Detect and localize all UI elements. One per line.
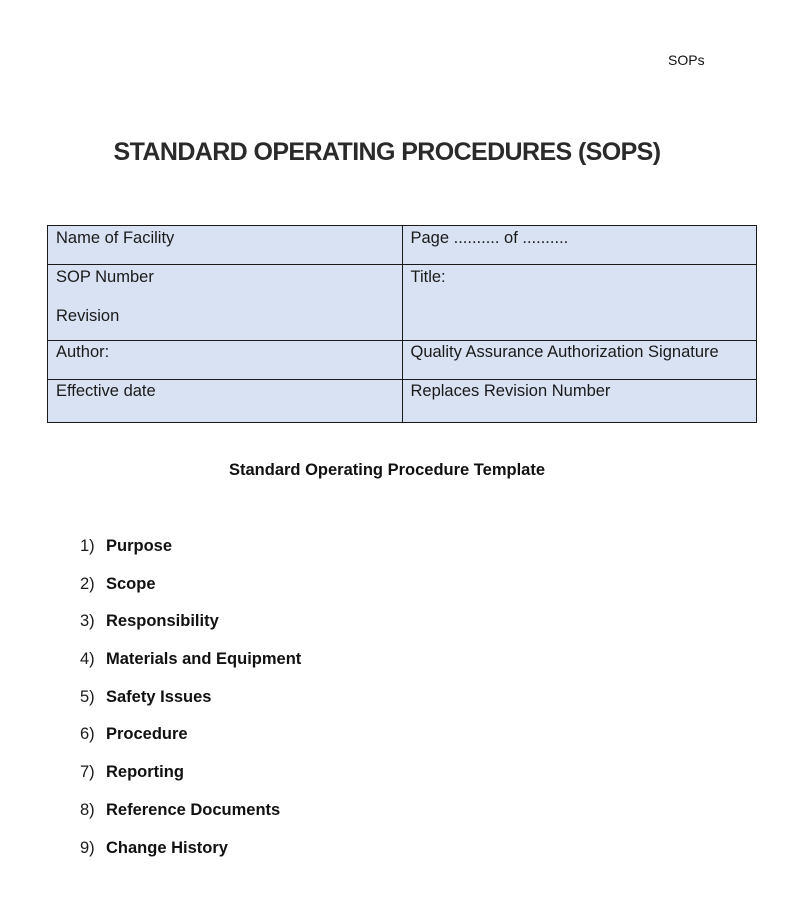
list-number: 8) bbox=[80, 800, 95, 819]
list-number: 4) bbox=[80, 650, 95, 669]
section-heading: Purpose bbox=[106, 537, 173, 555]
list-item bbox=[80, 686, 301, 724]
section-heading: Procedure bbox=[106, 725, 188, 744]
section-heading: Materials and Equipment bbox=[106, 650, 302, 669]
page-title: STANDARD OPERATING PROCEDURES (SOPS) bbox=[113, 138, 661, 166]
author-cell[interactable] bbox=[48, 341, 403, 380]
list-number: 6) bbox=[80, 725, 95, 744]
list-item bbox=[80, 610, 301, 648]
cell-label: Page .......... of .......... bbox=[410, 229, 569, 247]
section-heading: Reporting bbox=[106, 763, 184, 782]
list-item bbox=[80, 761, 301, 799]
list-item bbox=[80, 837, 301, 875]
sop-number-revision-cell[interactable] bbox=[48, 265, 403, 341]
list-number: 2) bbox=[80, 574, 95, 593]
section-list bbox=[80, 535, 301, 874]
table-row bbox=[48, 265, 757, 341]
list-number: 5) bbox=[80, 687, 95, 706]
table-row bbox=[48, 341, 757, 380]
list-item bbox=[80, 723, 301, 761]
list-item bbox=[80, 573, 301, 611]
cell-label: Name of Facility bbox=[56, 229, 175, 247]
cell-label: Author: bbox=[56, 343, 110, 361]
section-heading: Responsibility bbox=[106, 612, 219, 631]
name-of-facility-cell[interactable] bbox=[48, 226, 403, 265]
header-tag: SOPs bbox=[668, 52, 705, 68]
sop-info-table bbox=[47, 225, 757, 423]
section-heading: Scope bbox=[106, 574, 156, 593]
template-subtitle: Standard Operating Procedure Template bbox=[228, 461, 545, 479]
replaces-revision-cell[interactable] bbox=[402, 380, 757, 423]
cell-label: SOP Number bbox=[56, 268, 154, 286]
list-number: 9) bbox=[80, 838, 95, 857]
list-item bbox=[80, 535, 301, 573]
section-heading: Safety Issues bbox=[106, 687, 212, 706]
list-number: 1) bbox=[80, 537, 95, 555]
title-cell[interactable] bbox=[402, 265, 757, 341]
list-number: 3) bbox=[80, 612, 95, 631]
list-item bbox=[80, 799, 301, 837]
list-item bbox=[80, 648, 301, 686]
table-row bbox=[48, 226, 757, 265]
cell-label: Revision bbox=[56, 307, 120, 325]
effective-date-cell[interactable] bbox=[48, 380, 403, 423]
section-heading: Change History bbox=[106, 838, 228, 857]
section-heading: Reference Documents bbox=[106, 800, 281, 819]
table-row bbox=[48, 380, 757, 423]
page-count-cell[interactable] bbox=[402, 226, 757, 265]
cell-label: Title: bbox=[410, 268, 446, 286]
cell-label: Replaces Revision Number bbox=[410, 382, 611, 400]
list-number: 7) bbox=[80, 763, 95, 782]
qa-signature-cell[interactable] bbox=[402, 341, 757, 380]
cell-label: Quality Assurance Authorization Signature bbox=[410, 343, 719, 361]
cell-label: Effective date bbox=[56, 382, 156, 400]
